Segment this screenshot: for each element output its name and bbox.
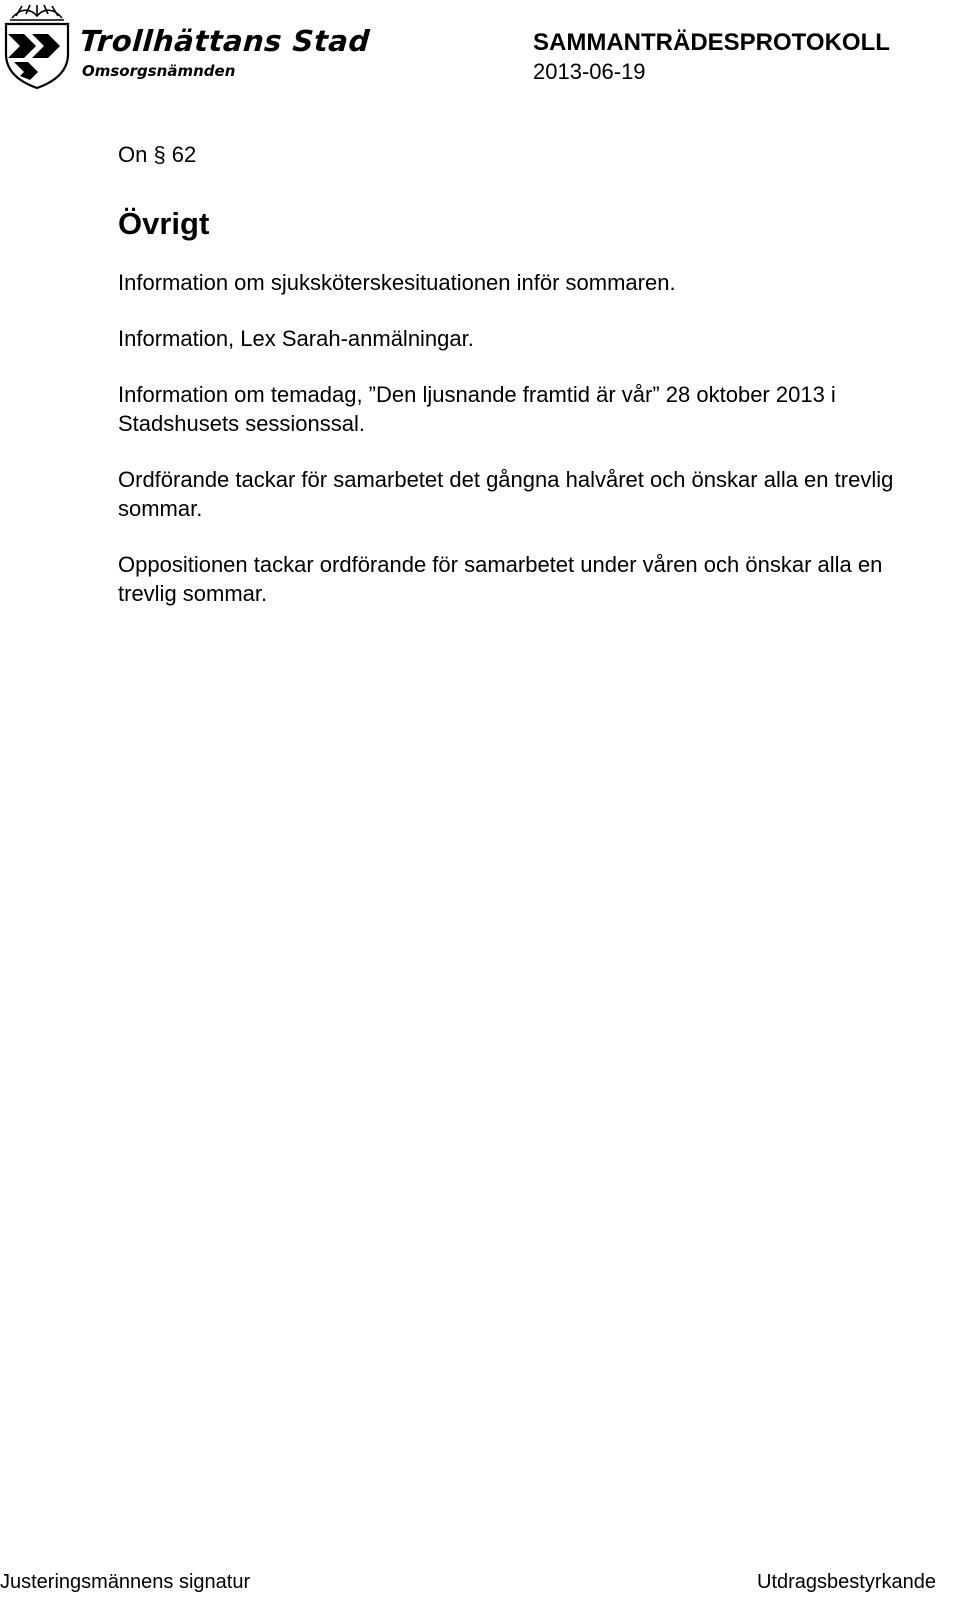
body-paragraph: Information om sjuksköterskesituationen inför sommaren. [118,270,676,295]
document-type: SAMMANTRÄDESPROTOKOLL [533,29,890,56]
body-paragraph: Oppositionen tackar ordförande för samarbetet under våren och önskar alla en trevlig sommar. [118,552,883,606]
body-paragraph: Information, Lex Sarah-anmälningar. [118,326,474,351]
department-name: Omsorgsnämnden [82,62,236,80]
coat-of-arms-icon [2,4,72,90]
organization-name: Trollhättans Stad [78,24,371,58]
section-title: Övrigt [118,206,210,241]
body-paragraph: Ordförande tackar för samarbetet det gångna halvåret och önskar alla en trevlig sommar. [118,467,894,521]
page-header [0,0,960,100]
certification-label: Utdragsbestyrkande [757,1571,936,1593]
document-body [118,140,928,608]
paragraph-reference: On § 62 [118,142,197,167]
signature-label: Justeringsmännens signatur [0,1571,251,1593]
document-date: 2013-06-19 [533,59,646,84]
body-paragraph: Information om temadag, ”Den ljusnande framtid är vår” 28 oktober 2013 i Stadshusets sessionssal. [118,382,836,436]
